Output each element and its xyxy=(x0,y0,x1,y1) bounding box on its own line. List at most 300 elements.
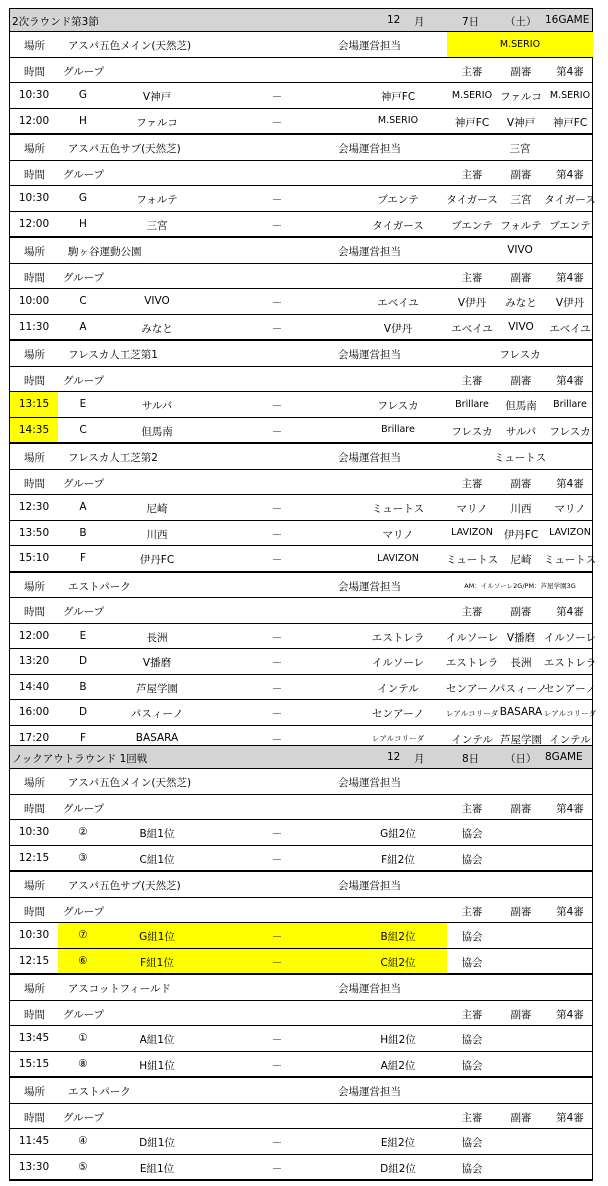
match-row xyxy=(10,83,592,109)
referee-4th: センアーノ xyxy=(544,682,596,695)
vs-dash: － xyxy=(271,1034,283,1046)
match-group: ① xyxy=(78,1032,88,1044)
away-team: レアルコリーダ xyxy=(371,734,425,743)
match-group: ⑥ xyxy=(78,954,88,967)
match-time: 13:15 xyxy=(18,398,50,410)
referee-sub-label: 副審 xyxy=(510,905,532,918)
manager-label: 会場運営担当 xyxy=(338,983,401,995)
manager-label: 会場運営担当 xyxy=(338,349,401,361)
vs-dash: － xyxy=(271,1059,283,1072)
venue-place-row xyxy=(10,975,592,1001)
away-team: フレスカ xyxy=(377,400,419,412)
referee-main: インテル xyxy=(451,733,493,746)
away-team: G組2位 xyxy=(380,828,416,840)
referee-sub: 伊丹FC xyxy=(503,528,539,541)
away-team: エベイユ xyxy=(377,297,419,309)
header-day: 8日 xyxy=(462,753,480,765)
match-time: 10:30 xyxy=(18,192,50,204)
venue-manager: M.SERIO xyxy=(499,38,541,50)
venue-block xyxy=(9,769,593,872)
group-label: グループ xyxy=(63,477,105,490)
match-group: H xyxy=(79,217,87,230)
match-group: A xyxy=(79,320,87,333)
match-row xyxy=(10,186,596,212)
away-team: ブエンテ xyxy=(377,194,419,206)
referee-4th-label: 第4審 xyxy=(556,802,584,815)
header-month-unit: 月 xyxy=(414,16,425,28)
match-group: ⑧ xyxy=(78,1057,88,1070)
home-team: E組1位 xyxy=(139,1162,175,1175)
match-time: 14:40 xyxy=(18,680,50,693)
vs-dash: － xyxy=(271,631,283,644)
referee-main-label: 主審 xyxy=(461,905,483,918)
header-weekday: （土） xyxy=(505,16,537,28)
referee-main: V伊丹 xyxy=(457,297,487,309)
match-row xyxy=(10,495,592,521)
referee-4th: インテル xyxy=(549,733,591,746)
group-label: グループ xyxy=(63,802,105,815)
match-group: ⑤ xyxy=(78,1160,88,1173)
away-team: ミュートス xyxy=(371,503,425,515)
vs-dash: － xyxy=(271,503,283,515)
referee-4th: エストレラ xyxy=(543,657,597,669)
away-team: D組2位 xyxy=(380,1162,416,1175)
manager-label: 会場運営担当 xyxy=(338,580,401,593)
header-month: 12 xyxy=(387,14,401,26)
time-label: 時間 xyxy=(24,477,45,490)
place-label: 場所 xyxy=(24,580,45,593)
referee-sub: パスィーノ xyxy=(494,682,548,695)
venue-name: アスコットフィールド xyxy=(68,983,172,995)
away-team: H組2位 xyxy=(380,1034,416,1046)
match-group: G xyxy=(78,89,88,101)
referee-main: 協会 xyxy=(461,956,483,969)
match-time: 16:00 xyxy=(18,706,50,718)
vs-dash: － xyxy=(271,828,283,840)
match-time: 13:30 xyxy=(18,1160,50,1173)
match-row xyxy=(10,289,592,315)
referee-main: 協会 xyxy=(461,1034,483,1046)
manager-label: 会場運営担当 xyxy=(338,40,401,52)
match-row xyxy=(10,392,592,418)
match-group: C xyxy=(79,423,87,436)
match-row xyxy=(10,109,592,134)
place-label: 場所 xyxy=(24,143,45,155)
referee-sub: 三宮 xyxy=(510,194,532,206)
referee-main: レアルコリーダ xyxy=(445,708,499,718)
home-team: サルパ xyxy=(141,400,173,412)
referee-4th-label: 第4審 xyxy=(556,374,584,387)
referee-4th-label: 第4審 xyxy=(556,1111,584,1124)
group-label: グループ xyxy=(63,65,105,78)
venue-place-row xyxy=(10,444,592,470)
match-time: 13:45 xyxy=(18,1032,50,1044)
referee-sub: 尼崎 xyxy=(510,554,532,566)
home-team: A組1位 xyxy=(139,1034,175,1046)
home-team: パスィーノ xyxy=(130,708,184,720)
match-group: G xyxy=(78,192,88,204)
match-row xyxy=(10,675,596,701)
referee-sub-label: 副審 xyxy=(510,1008,532,1021)
match-time: 11:30 xyxy=(18,320,50,333)
referee-sub: ファルコ xyxy=(500,91,542,103)
section-header xyxy=(9,745,593,769)
manager-label: 会場運営担当 xyxy=(338,452,401,464)
referee-sub-label: 副審 xyxy=(510,606,532,618)
match-group: E xyxy=(79,629,87,642)
vs-dash: － xyxy=(271,219,283,232)
match-time: 13:50 xyxy=(18,526,50,539)
referee-sub-label: 副審 xyxy=(510,168,532,181)
section-header xyxy=(9,8,593,32)
venue-place-row xyxy=(10,341,592,367)
referee-main: タイガース xyxy=(446,194,498,206)
match-time: 12:00 xyxy=(18,217,50,230)
home-team: F組1位 xyxy=(140,956,174,969)
away-team: タイガース xyxy=(372,219,424,232)
venue-name: アスパ五色メイン(天然芝) xyxy=(68,777,192,789)
away-team: イルソーレ xyxy=(371,657,425,669)
referee-sub: BASARA xyxy=(499,706,543,718)
vs-dash: － xyxy=(271,322,283,335)
referee-sub: V神戸 xyxy=(506,116,536,129)
venue-place-row xyxy=(10,573,592,599)
away-team: インテル xyxy=(377,682,419,695)
referee-4th-label: 第4審 xyxy=(556,271,584,284)
venue-block xyxy=(9,1078,593,1181)
referee-sub: 但馬南 xyxy=(505,400,537,412)
away-team: 神戸FC xyxy=(380,91,416,103)
referee-4th: レアルコリーダ xyxy=(543,708,597,718)
header-games: 8GAME xyxy=(545,751,583,763)
vs-dash: － xyxy=(271,682,283,695)
match-time: 12:15 xyxy=(18,954,50,967)
place-label: 場所 xyxy=(24,40,45,52)
away-team: A組2位 xyxy=(380,1059,416,1072)
manager-label: 会場運営担当 xyxy=(338,246,401,258)
referee-main: LAVIZON xyxy=(451,527,493,538)
vs-dash: － xyxy=(271,1162,283,1175)
match-time: 10:00 xyxy=(18,295,50,307)
referee-4th: ブエンテ xyxy=(549,219,591,232)
column-header-row xyxy=(10,161,592,187)
venue-name: アスパ五色メイン(天然芝) xyxy=(68,40,192,52)
referee-main: フレスカ xyxy=(451,425,493,438)
referee-4th-label: 第4審 xyxy=(556,606,584,618)
column-header-row xyxy=(10,58,592,84)
place-label: 場所 xyxy=(24,983,45,995)
column-header-row xyxy=(10,470,592,496)
venue-place-row xyxy=(10,135,592,161)
match-group: A xyxy=(79,501,87,513)
column-header-row xyxy=(10,1001,592,1027)
referee-4th: V伊丹 xyxy=(555,297,585,309)
venue-block xyxy=(9,238,593,341)
away-team: V伊丹 xyxy=(383,322,413,335)
referee-4th-label: 第4審 xyxy=(556,65,584,78)
match-row xyxy=(10,1052,592,1077)
match-group: D xyxy=(78,655,88,667)
referee-4th-label: 第4審 xyxy=(556,168,584,181)
referee-main: エストレラ xyxy=(445,657,499,669)
home-team: みなと xyxy=(141,322,173,335)
referee-sub-label: 副審 xyxy=(510,1111,532,1124)
vs-dash: － xyxy=(271,931,283,943)
home-team: D組1位 xyxy=(139,1137,175,1149)
home-team: G組1位 xyxy=(139,931,175,943)
column-header-row xyxy=(10,795,592,821)
match-group: E xyxy=(79,398,87,410)
home-team: 尼崎 xyxy=(146,503,168,515)
referee-4th: マリノ xyxy=(554,503,586,515)
referee-4th: タイガース xyxy=(544,194,596,206)
referee-sub: 長洲 xyxy=(510,657,532,669)
match-row xyxy=(10,315,592,340)
vs-dash: － xyxy=(271,657,283,669)
referee-sub-label: 副審 xyxy=(510,374,532,387)
vs-dash: － xyxy=(271,528,283,541)
venue-block xyxy=(9,135,596,238)
referee-main: 協会 xyxy=(461,1137,483,1149)
match-group: D xyxy=(78,706,88,718)
venue-place-row xyxy=(10,872,592,898)
venue-block xyxy=(9,32,593,135)
vs-dash: － xyxy=(271,708,283,720)
match-row xyxy=(10,923,592,949)
section-title: 2次ラウンド第3節 xyxy=(12,16,99,28)
referee-main-label: 主審 xyxy=(461,1008,483,1021)
match-time: 12:30 xyxy=(18,501,50,513)
home-team: BASARA xyxy=(135,731,179,744)
match-row xyxy=(10,820,592,846)
referee-main-label: 主審 xyxy=(461,65,483,78)
group-label: グループ xyxy=(63,374,105,387)
venue-manager: VIVO xyxy=(507,244,533,256)
referee-main: 協会 xyxy=(461,1059,483,1072)
vs-dash: － xyxy=(271,91,283,103)
group-label: グループ xyxy=(63,1111,105,1124)
manager-label: 会場運営担当 xyxy=(338,880,401,892)
match-row xyxy=(10,1129,592,1155)
time-label: 時間 xyxy=(24,1111,45,1124)
venue-block xyxy=(9,444,597,573)
match-group: F xyxy=(79,731,87,744)
venue-block xyxy=(9,573,597,753)
venue-manager: フレスカ xyxy=(499,349,541,361)
match-time: 10:30 xyxy=(18,929,50,941)
match-group: ⑦ xyxy=(78,929,88,941)
vs-dash: － xyxy=(271,956,283,969)
match-time: 12:00 xyxy=(18,629,50,642)
match-row xyxy=(10,649,597,675)
venue-manager: 三宮 xyxy=(509,143,531,155)
venue-place-row xyxy=(10,1078,592,1104)
home-team: 但馬南 xyxy=(141,425,173,438)
referee-4th: イルソーレ xyxy=(543,631,597,644)
column-header-row xyxy=(10,264,592,290)
time-label: 時間 xyxy=(24,168,45,181)
referee-sub: 川西 xyxy=(510,503,532,515)
referee-4th-label: 第4審 xyxy=(556,477,584,490)
referee-sub: V播磨 xyxy=(506,631,536,644)
group-label: グループ xyxy=(63,271,105,284)
referee-main: 協会 xyxy=(461,1162,483,1175)
time-label: 時間 xyxy=(24,905,45,918)
referee-main-label: 主審 xyxy=(461,168,483,181)
match-time: 13:20 xyxy=(18,655,50,667)
referee-sub: フォルテ xyxy=(500,219,542,232)
referee-sub: 芦屋学園 xyxy=(500,733,542,746)
match-row xyxy=(10,546,597,571)
away-team: B組2位 xyxy=(380,931,416,943)
header-day: 7日 xyxy=(462,16,480,28)
vs-dash: － xyxy=(271,400,283,412)
place-label: 場所 xyxy=(24,1086,45,1098)
group-label: グループ xyxy=(63,905,105,918)
referee-main: ミュートス xyxy=(445,554,499,566)
place-label: 場所 xyxy=(24,246,45,258)
referee-4th: Brillare xyxy=(553,398,587,410)
referee-main: M.SERIO xyxy=(451,89,493,101)
referee-4th: エベイユ xyxy=(549,322,591,335)
away-team: E組2位 xyxy=(380,1137,416,1149)
away-team: LAVIZON xyxy=(377,552,419,564)
referee-main: 協会 xyxy=(461,828,483,840)
venue-manager: AM：イルソーレ2G/PM：芦屋学園3G xyxy=(464,581,576,590)
match-row xyxy=(10,949,592,974)
home-team: ファルコ xyxy=(136,116,178,129)
time-label: 時間 xyxy=(24,802,45,815)
match-group: C xyxy=(79,295,87,307)
away-team: エストレラ xyxy=(371,631,425,644)
vs-dash: － xyxy=(271,554,283,566)
vs-dash: － xyxy=(271,733,283,746)
match-group: B xyxy=(79,526,87,539)
knockout-schedule xyxy=(9,745,593,1181)
place-label: 場所 xyxy=(24,349,45,361)
away-team: マリノ xyxy=(382,528,414,541)
referee-main: 協会 xyxy=(461,931,483,943)
time-label: 時間 xyxy=(24,271,45,284)
referee-4th-label: 第4審 xyxy=(556,1008,584,1021)
referee-main-label: 主審 xyxy=(461,271,483,284)
venue-block xyxy=(9,975,593,1078)
away-team: Brillare xyxy=(381,424,415,435)
time-label: 時間 xyxy=(24,606,45,618)
time-label: 時間 xyxy=(24,65,45,78)
home-team: 長洲 xyxy=(146,631,168,644)
venue-block xyxy=(9,341,593,444)
referee-sub-label: 副審 xyxy=(510,802,532,815)
referee-main: イルソーレ xyxy=(445,631,499,644)
home-team: VIVO xyxy=(144,295,170,307)
place-label: 場所 xyxy=(24,880,45,892)
referee-sub: みなと xyxy=(505,297,537,309)
match-row xyxy=(10,418,592,443)
vs-dash: － xyxy=(271,194,283,206)
header-weekday: （日） xyxy=(505,753,537,765)
vs-dash: － xyxy=(271,853,283,866)
referee-main-label: 主審 xyxy=(461,1111,483,1124)
time-label: 時間 xyxy=(24,1008,45,1021)
column-header-row xyxy=(10,598,592,624)
referee-sub-label: 副審 xyxy=(510,477,532,490)
venue-manager: ミュートス xyxy=(493,452,547,464)
column-header-row xyxy=(10,1104,592,1130)
away-team: M.SERIO xyxy=(377,115,419,126)
home-team: V播磨 xyxy=(142,657,172,669)
referee-main-label: 主審 xyxy=(461,606,483,618)
time-label: 時間 xyxy=(24,374,45,387)
referee-sub-label: 副審 xyxy=(510,271,532,284)
match-group: ④ xyxy=(78,1135,88,1147)
manager-label: 会場運営担当 xyxy=(338,143,401,155)
match-row xyxy=(10,846,592,871)
referee-main-label: 主審 xyxy=(461,477,483,490)
venue-place-row xyxy=(10,769,592,795)
home-team: 芦屋学園 xyxy=(136,682,178,695)
home-team: B組1位 xyxy=(139,828,175,840)
group-label: グループ xyxy=(63,606,105,618)
place-label: 場所 xyxy=(24,777,45,789)
column-header-row xyxy=(10,898,592,924)
vs-dash: － xyxy=(271,116,283,129)
referee-sub-label: 副審 xyxy=(510,65,532,78)
match-group: F xyxy=(79,552,87,564)
home-team: 川西 xyxy=(146,528,168,541)
manager-label: 会場運営担当 xyxy=(338,1086,401,1098)
referee-4th-label: 第4審 xyxy=(556,905,584,918)
venue-name: エストパーク xyxy=(68,1086,131,1098)
home-team: C組1位 xyxy=(139,853,175,866)
match-row xyxy=(10,700,597,726)
match-time: 14:35 xyxy=(18,423,50,436)
match-group: H xyxy=(79,114,87,127)
venue-place-row xyxy=(10,32,592,58)
column-header-row xyxy=(10,367,592,393)
venue-name: アスパ五色サブ(天然芝) xyxy=(68,143,181,155)
match-time: 11:45 xyxy=(18,1135,50,1147)
home-team: 三宮 xyxy=(146,219,168,232)
home-team: フォルテ xyxy=(136,194,178,206)
referee-4th: M.SERIO xyxy=(549,89,591,101)
match-time: 17:20 xyxy=(18,731,50,744)
referee-main: マリノ xyxy=(456,503,488,515)
referee-4th: 神戸FC xyxy=(552,116,588,129)
round2-schedule xyxy=(9,8,597,752)
match-time: 10:30 xyxy=(18,826,50,838)
vs-dash: － xyxy=(271,297,283,309)
venue-name: フレスカ人工芝第2 xyxy=(68,452,158,464)
home-team: H組1位 xyxy=(139,1059,175,1072)
referee-main: 神戸FC xyxy=(454,116,490,129)
header-month-unit: 月 xyxy=(414,753,425,765)
match-row xyxy=(10,1026,592,1052)
referee-main: センアーノ xyxy=(446,682,498,695)
venue-name: 駒ヶ谷運動公園 xyxy=(68,246,142,258)
match-group: ③ xyxy=(78,851,88,864)
referee-main: ブエンテ xyxy=(451,219,493,232)
place-label: 場所 xyxy=(24,452,45,464)
venue-block xyxy=(9,872,593,975)
referee-main-label: 主審 xyxy=(461,802,483,815)
match-group: B xyxy=(79,680,87,693)
venue-name: フレスカ人工芝第1 xyxy=(68,349,158,361)
group-label: グループ xyxy=(63,1008,105,1021)
manager-label: 会場運営担当 xyxy=(338,777,401,789)
vs-dash: － xyxy=(271,425,283,438)
referee-4th: LAVIZON xyxy=(549,527,591,538)
